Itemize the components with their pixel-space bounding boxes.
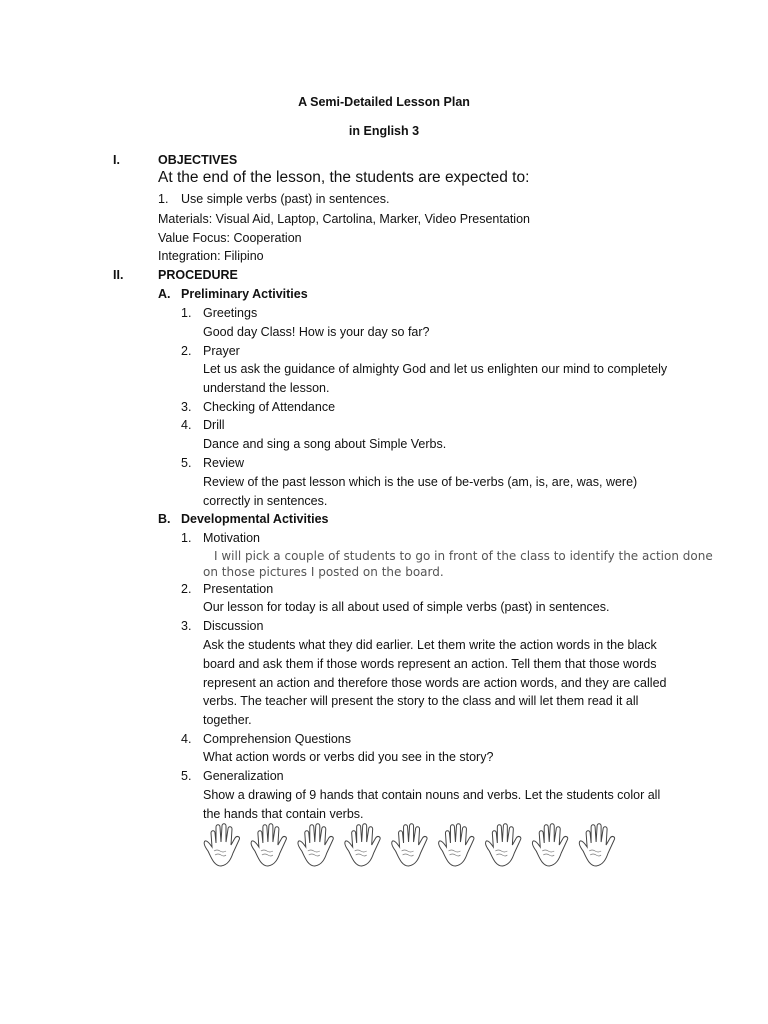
part-letter: B. [158, 512, 171, 526]
item-text: Let us ask the guidance of almighty God and let us enlighten our mind to completely [203, 362, 668, 376]
list-number: 2. [181, 582, 192, 596]
list-number: 3. [181, 619, 192, 633]
item-label-discussion: Discussion [203, 619, 264, 633]
part-letter: A. [158, 287, 171, 301]
item-text: Good day Class! How is your day so far? [203, 325, 430, 339]
item-text: Review of the past lesson which is the use of be-verbs (am, is, are, was, were) [203, 475, 638, 489]
item-text: correctly in sentences. [203, 494, 328, 508]
hand-outline-icon [204, 824, 239, 866]
hand-outline-icon [251, 824, 286, 866]
item-text: Ask the students what they did earlier. Let them write the action words in the black [203, 638, 657, 652]
integration-line: Integration: Filipino [158, 249, 264, 263]
item-text: Our lesson for today is all about used of simple verbs (past) in sentences. [203, 600, 610, 614]
list-number: 3. [181, 400, 192, 414]
part-heading-preliminary: Preliminary Activities [181, 287, 308, 301]
list-number: 2. [181, 344, 192, 358]
objective-item: Use simple verbs (past) in sentences. [181, 192, 390, 206]
doc-subtitle: in English 3 [348, 124, 420, 138]
item-text: I will pick a couple of students to go in front of the class to identify the action done [214, 549, 713, 563]
section-heading-procedure: PROCEDURE [158, 268, 238, 282]
item-label-comprehension: Comprehension Questions [203, 732, 351, 746]
item-label-motivation: Motivation [203, 531, 260, 545]
item-label-greetings: Greetings [203, 306, 258, 320]
list-number: 1. [158, 192, 169, 206]
hand-outline-icon [532, 824, 567, 866]
item-label-drill: Drill [203, 418, 225, 432]
list-number: 4. [181, 732, 192, 746]
materials-line: Materials: Visual Aid, Laptop, Cartolina, Marker, Video Presentation [158, 212, 530, 226]
section-number: II. [113, 268, 124, 282]
item-label-review: Review [203, 456, 244, 470]
item-text: the hands that contain verbs. [203, 807, 364, 821]
list-number: 1. [181, 531, 192, 545]
list-number: 4. [181, 418, 192, 432]
part-heading-developmental: Developmental Activities [181, 512, 329, 526]
item-text: together. [203, 713, 252, 727]
hand-outline-icon [439, 824, 474, 866]
item-text: represent an action and therefore those words are action words, and they are called [203, 676, 667, 690]
item-label-presentation: Presentation [203, 582, 274, 596]
item-text: Dance and sing a song about Simple Verbs. [203, 437, 447, 451]
item-label-generalization: Generalization [203, 769, 284, 783]
list-number: 5. [181, 456, 192, 470]
hand-outline-icon [298, 824, 333, 866]
doc-title: A Semi-Detailed Lesson Plan [298, 95, 470, 109]
item-text: Show a drawing of 9 hands that contain nouns and verbs. Let the students color all [203, 788, 661, 802]
item-text: understand the lesson. [203, 381, 330, 395]
section-number: I. [113, 153, 120, 167]
item-label-prayer: Prayer [203, 344, 240, 358]
hand-outline-icon [345, 824, 380, 866]
hand-outline-icon [579, 824, 614, 866]
hand-outline-icon [486, 824, 521, 866]
list-number: 1. [181, 306, 192, 320]
item-text: board and ask them if those words represent an action. Tell them that those words [203, 657, 657, 671]
item-text: verbs. The teacher will present the story to the class and will let them read it all [203, 694, 639, 708]
hands-drawing [200, 820, 622, 870]
list-number: 5. [181, 769, 192, 783]
value-focus-line: Value Focus: Cooperation [158, 231, 302, 245]
section-heading-objectives: OBJECTIVES [158, 153, 238, 167]
item-label-attendance: Checking of Attendance [203, 400, 336, 414]
item-text: What action words or verbs did you see in the story? [203, 750, 494, 764]
hand-outline-icon [392, 824, 427, 866]
objectives-intro: At the end of the lesson, the students are expected to: [158, 169, 530, 186]
item-text: on those pictures I posted on the board. [203, 565, 444, 579]
